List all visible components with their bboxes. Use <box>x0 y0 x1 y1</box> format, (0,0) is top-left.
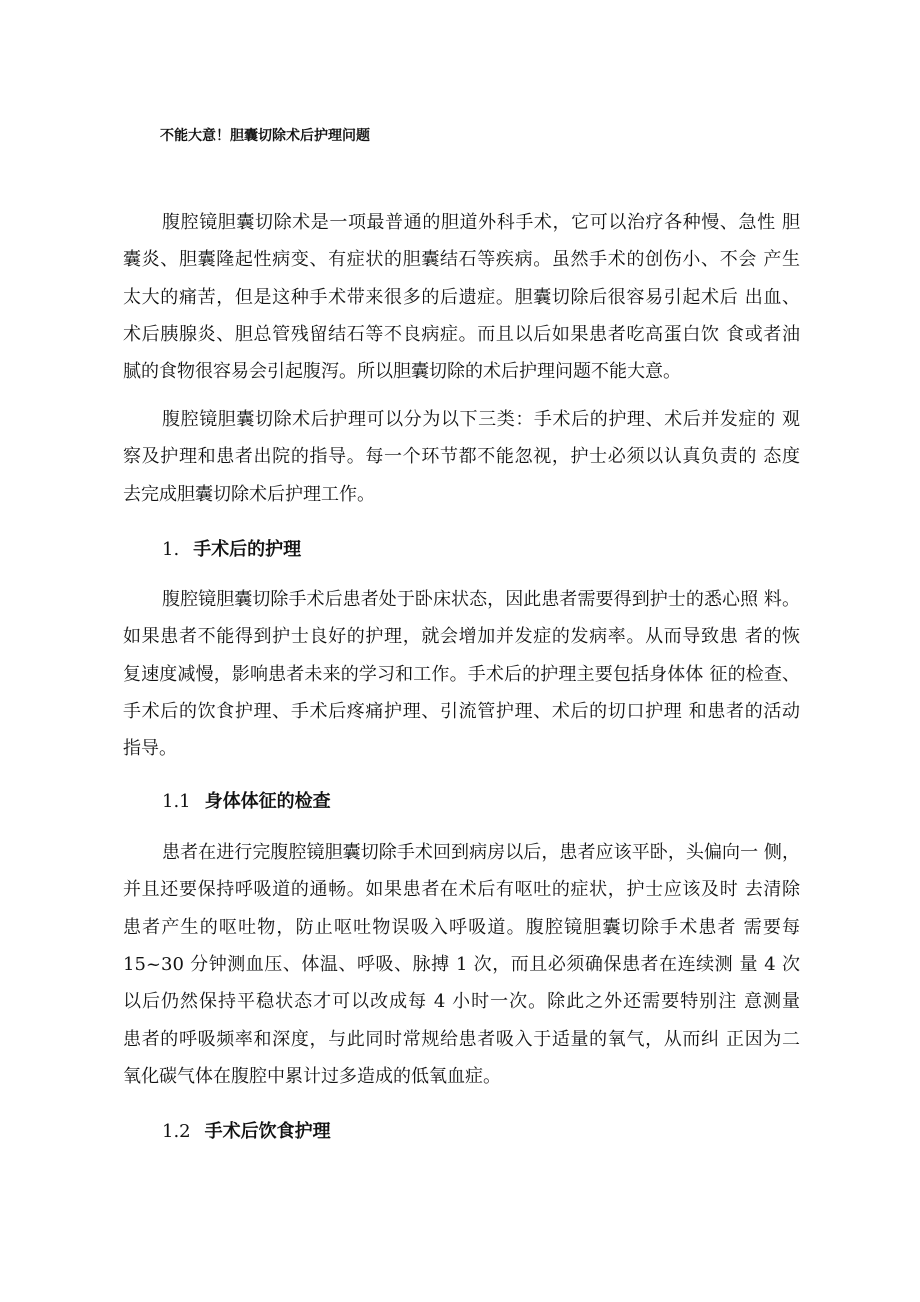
paragraph-line: 指导。 <box>123 738 177 760</box>
section-number: 1.1 <box>162 791 191 812</box>
paragraph-line: 氧化碳气体在腹腔中累计过多造成的低氧血症。 <box>123 1065 501 1087</box>
paragraph-line: 腹腔镜胆囊切除术后护理可以分为以下三类：手术后的护理、术后并发症的 观 <box>162 409 800 430</box>
section-heading <box>162 535 301 561</box>
paragraph-line: 去完成胆囊切除术后护理工作。 <box>123 483 375 505</box>
paragraph-line: 患者的呼吸频率和深度，与此同时常规给患者吸入于适量的氧气，从而纠 正因为二 <box>123 1028 800 1050</box>
paragraph-line: 囊炎、胆囊隆起性病变、有症状的胆囊结石等疾病。虽然手术的创伤小、不会 产生 <box>123 249 800 271</box>
paragraph-line: 术后胰腺炎、胆总管残留结石等不良病症。而且以后如果患者吃高蛋白饮 食或者油 <box>123 323 800 345</box>
section-number: 1. <box>162 539 180 560</box>
paragraph-line: 15~30 分钟测血压、体温、呼吸、脉搏 1 次，而且必须确保患者在连续测 量 4 次 <box>123 953 800 975</box>
paragraph-line: 并且还要保持呼吸道的通畅。如果患者在术后有呕吐的症状，护士应该及时 去清除 <box>123 879 800 901</box>
document-title: 不能大意！胆囊切除术后护理问题 <box>160 128 370 144</box>
section-title: 手术后的护理 <box>193 539 302 560</box>
paragraph-line: 以后仍然保持平稳状态才可以改成每 4 小时一次。除此之外还需要特别注 意测量 <box>123 991 800 1013</box>
paragraph-line: 如果患者不能得到护士良好的护理，就会增加并发症的发病率。从而导致患 者的恢 <box>123 626 800 648</box>
section-number: 1.2 <box>162 1121 191 1142</box>
paragraph-line: 察及护理和患者出院的指导。每一个环节都不能忽视，护士必须以认真负责的 态度 <box>123 446 800 468</box>
section-title: 手术后饮食护理 <box>204 1121 331 1142</box>
paragraph-line: 患者产生的呕吐物，防止呕吐物误吸入呼吸道。腹腔镜胆囊切除手术患者 需要每 <box>123 916 800 938</box>
section-title: 身体体征的检查 <box>204 791 331 812</box>
paragraph-line: 手术后的饮食护理、手术后疼痛护理、引流管护理、术后的切口护理 和患者的活动 <box>123 700 800 722</box>
section-heading <box>162 787 331 813</box>
paragraph-line: 太大的痛苦，但是这种手术带来很多的后遗症。胆囊切除后很容易引起术后 出血、 <box>123 286 800 308</box>
paragraph-line: 复速度减慢，影响患者未来的学习和工作。手术后的护理主要包括身体体 征的检查、 <box>123 663 800 685</box>
paragraph-line: 患者在进行完腹腔镜胆囊切除手术回到病房以后，患者应该平卧，头偏向一 侧， <box>162 842 800 863</box>
paragraph-line: 腹腔镜胆囊切除术是一项最普通的胆道外科手术，它可以治疗各种慢、急性 胆 <box>162 212 800 233</box>
paragraph-line: 腹腔镜胆囊切除手术后患者处于卧床状态，因此患者需要得到护士的悉心照 料。 <box>162 589 800 610</box>
section-heading <box>162 1117 331 1143</box>
paragraph-line: 腻的食物很容易会引起腹泻。所以胆囊切除的术后护理问题不能大意。 <box>123 361 681 383</box>
